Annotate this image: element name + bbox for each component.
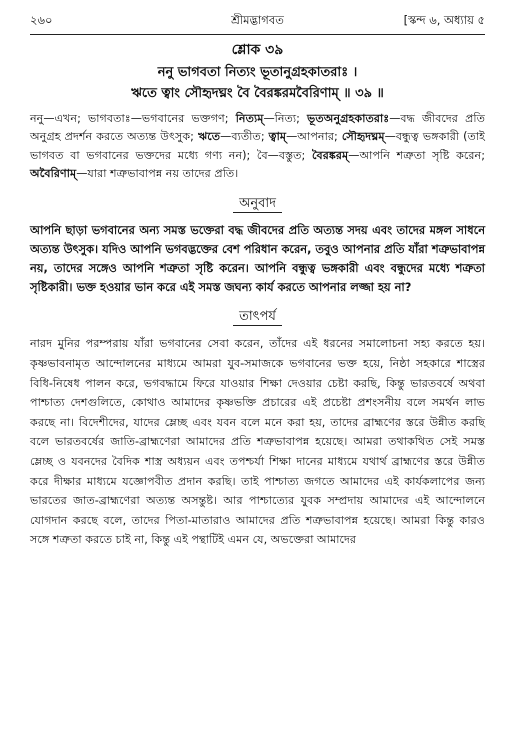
synonym-text: —ব্যতীত; xyxy=(220,130,269,144)
purport-heading-text: তাৎপর্য xyxy=(233,309,282,326)
synonym-term: বৈরঙ্করম্ xyxy=(311,148,349,162)
synonym-term: নিত্যম্ xyxy=(235,112,264,125)
header-divider xyxy=(30,34,485,35)
synonym-text: ননু—এখন; ভাগবতাঃ—ভগবানের ভক্তগণ; xyxy=(30,112,236,125)
translation-text: আপনি ছাড়া ভগবানের অন্য সমস্ত ভক্তেরা বদ্ধ জীবদের প্রতি অত্যন্ত সদয় এবং তাদের মঙ্গল সাধনে অত্যন্ত উৎসুক। যদিও আপনি ভগবদ্ভক্তের বেশ পরিধান করেন, তবুও আপনার প্রতি যাঁরা শত্রুভাবাপন্ন নয়, তাদের সঙ্গেও আপনি শত্রুতা সৃষ্টি করেন। আপনি বন্ধুত্ব ভঙ্গকারী এবং বন্ধুদের মধ্যে শত্রুতা সৃষ্টিকারী। ভক্ত হওয়ার ভান করে এই সমস্ত জঘন্য কার্য করতে আপনার লজ্জা হয় না? xyxy=(30,222,485,295)
page-header xyxy=(30,10,485,30)
purport-body xyxy=(30,334,485,550)
purport-heading xyxy=(30,307,485,328)
page-number: ২৬০ xyxy=(30,13,53,27)
chapter-reference: [স্কন্দ ৬, অধ্যায় ৫ xyxy=(403,13,485,27)
synonym-text: —যারা শত্রুভাবাপন্ন নয় তাদের প্রতি। xyxy=(76,167,239,181)
synonym-term: ভূতঅনুগ্রহকাতরাঃ xyxy=(307,112,390,125)
synonym-term: ত্বাম্ xyxy=(268,130,287,144)
translation-heading-text: অনুবাদ xyxy=(233,196,282,213)
translation-heading xyxy=(30,194,485,215)
synonyms-paragraph xyxy=(30,110,485,184)
verse-line-1: ননু ভাগবতা নিত্যং ভূতানুগ্রহকাতরাঃ । xyxy=(157,65,358,80)
synonym-term: অবৈরিণাম্ xyxy=(30,167,77,181)
synonym-text: —আপনার; xyxy=(286,130,342,144)
purport-text: নারদ মুনির পরম্পরায় যাঁরা ভগবানের সেবা করেন, তাঁদের এই ধরনের সমালোচনা সহ্য করতে হয়। কৃষ্ণভাবনামৃত আন্দোলনের মাধ্যমে আমরা যুব-সমাজকে ভগবানের ভক্ত হয়ে, নিষ্ঠা সহকারে শাস্ত্রের বিধি-নিষেধ পালন করে, ভগবদ্ধামে ফিরে যাওয়ার শিক্ষা দেওয়ার চেষ্টা করছি, কিন্তু ভারতবর্ষে অথবা পাশ্চাত্য দেশগুলিতে, কোথাও আমাদের কৃষ্ণভক্তি প্রচারের এই প্রচেষ্টা প্রশংসনীয় বলে সমর্থন লাভ করছে না। বিদেশীদের, যাদের ম্লেচ্ছ এবং যবন বলে মনে করা হয়, তাদের ব্রাহ্মণের স্তরে উন্নীত করছি বলে ভারতবর্ষের জাতি-ব্রাহ্মণেরা আমাদের প্রতি শত্রুভাবাপন্ন হয়েছে। আমরা তথাকথিত সেই সমস্ত ম্লেচ্ছ ও যবনদের বৈদিক শাস্ত্র অধ্যয়ন এবং তপশ্চর্যা শিক্ষা দানের মাধ্যমে যথার্থ ব্রাহ্মণের স্তরে উন্নীত করে দীক্ষার মাধ্যমে যজ্ঞোপবীত প্রদান করছি। তাই পাশ্চাত্য জগতে আমাদের এই কার্যকলাপের জন্য ভারতের জাত-ব্রাহ্মণেরা অত্যন্ত অসন্তুষ্ট। আর পাশ্চাত্যের যুবক সম্প্রদায় আমাদের এই আন্দোলনে যোগদান করছে বলে, তাদের পিতা-মাতারাও আমাদের প্রতি শত্রুভাবাপন্ন হয়েছে। আমরা কিন্তু কারও সঙ্গে শত্রুতা করতে চাই না, কিন্তু এই পন্থাটিই এমন যে, অভক্তেরা আমাদের xyxy=(30,337,485,547)
synonym-text: —বদ্ধ জীবদের প্রতি অনুগ্রহ প্রদর্শন করতে অত্যন্ত উৎসুক; xyxy=(30,112,486,144)
synonym-text: —বন্ধুত্ব ভঙ্গকারী (তাই ভাগবত বা ভগবানের ভক্তদের মধ্যে গণ্য নন); বৈ—বস্তুত; xyxy=(30,130,485,162)
verse-line-2: ঋতে ত্বাং সৌহৃদঘ্নং বৈ বৈরঙ্করমবৈরিণাম্ ॥ ৩৯ ॥ xyxy=(131,86,384,101)
synonym-text: —আপনি শত্রুতা সৃষ্টি করেন; xyxy=(348,148,486,162)
verse-title: শ্লোক ৩৯ xyxy=(231,42,284,58)
book-title: শ্রীমদ্ভাগবত xyxy=(231,13,284,27)
synonym-text: —নিত্য; xyxy=(263,112,308,125)
synonym-term: ঋতে xyxy=(198,130,221,144)
synonym-term: সৌহৃদঘ্নম্ xyxy=(341,130,385,144)
